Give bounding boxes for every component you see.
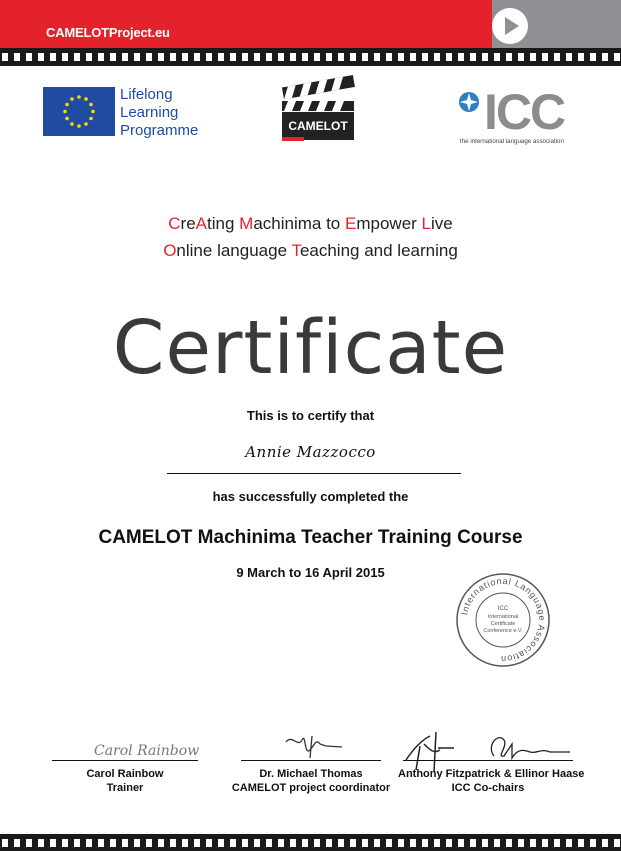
acronym-text: nline language: [176, 241, 292, 260]
signatory-role: ICC Co-chairs: [451, 782, 525, 794]
acronym-initial: T: [291, 241, 300, 260]
acronym-line-2: [0, 241, 621, 261]
acronym-initial: A: [195, 214, 208, 233]
acronym-text: ting: [207, 214, 240, 233]
signatory-role: CAMELOT project coordinator: [231, 782, 391, 794]
signatory-name: Dr. Michael Thomas: [259, 768, 363, 780]
acronym-text: mpower: [356, 214, 422, 233]
eu-flag-logo: [43, 87, 115, 136]
svg-text:Conference e.V.: Conference e.V.: [483, 628, 523, 634]
certify-text: This is to certify that: [246, 408, 375, 423]
svg-text:International: International: [487, 614, 519, 620]
signature-line: [241, 760, 381, 761]
acronym-text: achinima to: [253, 214, 345, 233]
completed-text: has successfully completed the: [212, 489, 409, 504]
certificate-title: Certificate: [112, 305, 509, 391]
icc-wordmark: ICC: [484, 84, 565, 140]
acronym-initial: L: [421, 214, 431, 233]
acronym-initial: M: [239, 214, 254, 233]
llp-line: Programme: [120, 122, 199, 139]
signature-michael-thomas: [282, 728, 352, 760]
icc-stamp-seal: [455, 572, 551, 668]
acronym-text: re: [180, 214, 196, 233]
svg-text:Certificate: Certificate: [490, 621, 516, 627]
llp-logo-text: [120, 86, 198, 140]
acronym-initial: C: [168, 214, 181, 233]
acronym-text: eaching and learning: [299, 241, 458, 260]
acronym-initial: E: [345, 214, 357, 233]
course-dates: 9 March to 16 April 2015: [236, 565, 385, 580]
signatory-role: Trainer: [106, 782, 144, 794]
icc-logo: [458, 84, 583, 145]
acronym-line-1: [0, 214, 621, 234]
recipient-underline: [167, 473, 461, 474]
camelot-clapperboard-logo: [280, 79, 358, 143]
svg-text:International Language Associa: International Language Association: [459, 575, 548, 665]
play-icon: [492, 8, 528, 44]
llp-line: Lifelong: [120, 86, 173, 103]
course-title: CAMELOT Machinima Teacher Training Course: [98, 527, 523, 548]
signature-line: [52, 760, 198, 761]
acronym-initial: O: [163, 241, 177, 260]
camelot-logo-text: CAMELOT: [288, 119, 348, 133]
acronym-text: ive: [431, 214, 453, 233]
recipient-name: Annie Mazzocco: [245, 443, 376, 461]
signature-carol-rainbow: [92, 735, 200, 761]
film-strip-bottom: [0, 834, 621, 851]
signature-line: [403, 760, 573, 761]
llp-line: Learning: [120, 104, 179, 121]
svg-text:ICC: ICC: [497, 606, 509, 612]
icc-tagline: the international language association: [460, 138, 564, 145]
signature-script: Carol Rainbow: [94, 743, 200, 759]
signatory-name: Anthony Fitzpatrick & Ellinor Haase: [398, 768, 585, 780]
signatory-name: Carol Rainbow: [86, 768, 164, 780]
film-strip-top: [0, 48, 621, 66]
site-url: CAMELOTProject.eu: [46, 25, 170, 40]
